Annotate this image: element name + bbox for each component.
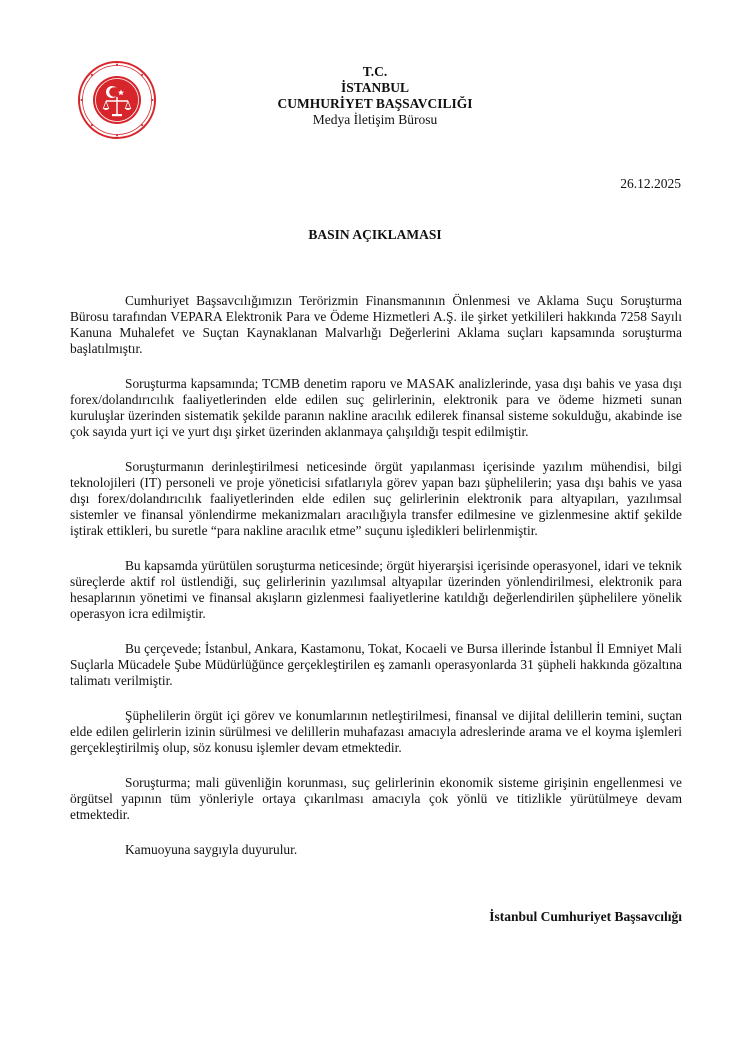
paragraph-5: Bu çerçevede; İstanbul, Ankara, Kastamonu, Tokat, Kocaeli ve Bursa illerinde İstanbul İl Emniyet Mali Suçlarla Mücadele Şube Müdürlüğünce gerçekleştirilen eş zamanlı operasyonlarda 31 şüpheli hakkında gözaltına talimatı verilmiştir. <box>70 641 682 688</box>
header-institution: CUMHURİYET BAŞSAVCILIĞI <box>277 96 473 111</box>
document-date: 26.12.2025 <box>620 176 681 191</box>
paragraph-4: Bu kapsamda yürütülen soruşturma neticesinde; örgüt hiyerarşisi içerisinde operasyonel, idari ve teknik süreçlerde aktif rol üstlendiği, suç gelirlerinin yazılımsal altyapılar üzerinden yönlendirilmesi, elektronik para hesaplarının yönetimi ve finansal akışların gizlenmesi faaliyetlerine katıldığı değerlendirilen şüphelilere yönelik operasyon icra edilmiştir. <box>70 558 682 621</box>
official-seal-icon <box>77 60 157 140</box>
signature: İstanbul Cumhuriyet Başsavcılığı <box>489 909 682 924</box>
letterhead <box>230 64 520 128</box>
header-country: T.C. <box>362 64 388 79</box>
paragraph-3: Soruşturmanın derinleştirilmesi neticesinde örgüt yapılanması içerisinde yazılım mühendisi, bilgi teknolojileri (IT) personeli ve proje yöneticisi sıfatlarıyla görev yapan bazı şüphelilerin; yasa dışı bahis ve yasa dışı forex/dolandırıcılık faaliyetlerinden elde edilen suç gelirlerinin elektronik para altyapıları, yazılımsal sistemler ve finansal yönlendirme mekanizmaları aracılığıyla transfer edilmesine ve gizlenmesine aktif şekilde iştirak ettikleri, bu suretle “para nakline aracılık etme” suçunu işledikleri belirlenmiştir. <box>70 459 682 538</box>
closing-line: Kamuoyuna saygıyla duyurulur. <box>125 842 298 857</box>
header-city: İSTANBUL <box>340 80 410 95</box>
paragraph-6: Şüphelilerin örgüt içi görev ve konumlarının netleştirilmesi, finansal ve dijital delillerin temini, suçtan elde edilen gelirlerin izinin sürülmesi ve delillerin muhafazası amacıyla adreslerinde arama ve el koyma işlemleri gerçekleştirilmiş olup, söz konusu işlemler devam etmektedir. <box>70 708 682 755</box>
document-title: BASIN AÇIKLAMASI <box>308 227 442 242</box>
paragraph-7: Soruşturma; mali güvenliğin korunması, suç gelirlerinin ekonomik sisteme girişinin engellenmesi ve örgütsel yapının tüm yönleriyle ortaya çıkarılması amacıyla çok yönlü ve titizlikle yürütülmeye devam etmektedir. <box>70 775 682 822</box>
paragraph-2: Soruşturma kapsamında; TCMB denetim raporu ve MASAK analizlerinde, yasa dışı bahis ve yasa dışı forex/dolandırıcılık faaliyetlerinden elde edilen suç gelirlerinin, elektronik para ve ödeme hizmeti sunan kuruluşlar üzerinden sistematik şekilde paranın nakline aracılık edilerek finansal sisteme sokulduğu, akabinde ise çok sayıda yurt içi ve yurt dışı şirket üzerinden aklanmaya çalışıldığı tespit edilmiştir. <box>70 376 682 439</box>
document-body <box>70 293 682 877</box>
header-office: Medya İletişim Bürosu <box>312 112 438 127</box>
paragraph-1: Cumhuriyet Başsavcılığımızın Terörizmin Finansmanının Önlenmesi ve Aklama Suçu Soruşturma Bürosu tarafından VEPARA Elektronik Para ve Ödeme Hizmetleri A.Ş. ile şirket yetkilileri hakkında 7258 Sayılı Kanuna Muhalefet ve Suçtan Kaynaklanan Malvarlığı Değerlerini Aklama suçları kapsamında soruşturma başlatılmıştır. <box>70 293 682 356</box>
